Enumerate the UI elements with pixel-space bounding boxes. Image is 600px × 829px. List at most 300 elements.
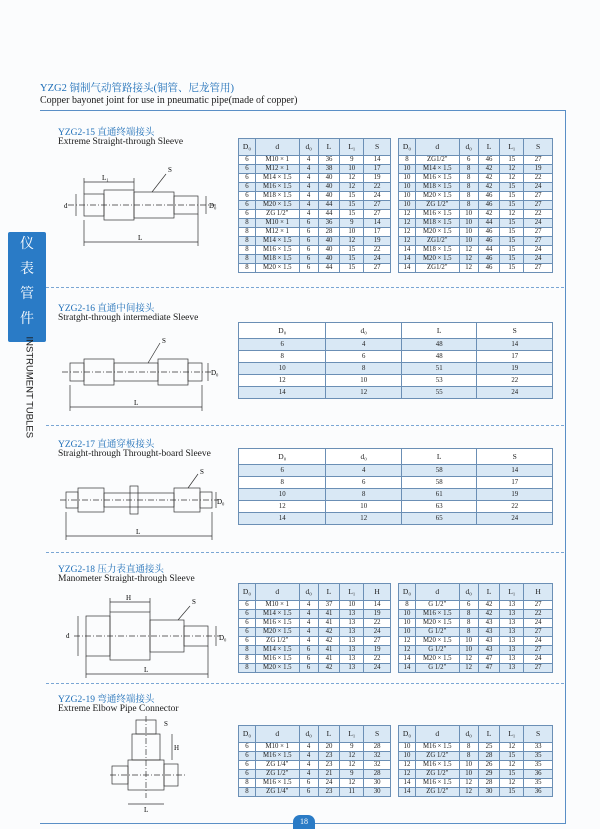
section-title-en: Stratght-through intermediate Sleeve bbox=[58, 313, 199, 323]
table-cell: 4 bbox=[326, 465, 402, 477]
table-cell: 4 bbox=[299, 201, 318, 210]
table-cell: 6 bbox=[239, 465, 326, 477]
table-cell: 6 bbox=[239, 174, 256, 183]
column-header: H bbox=[364, 584, 391, 601]
side-tab bbox=[8, 232, 46, 342]
table-cell: 10 bbox=[399, 165, 416, 174]
dim-label-h: H bbox=[126, 594, 132, 602]
table-cell: 10 bbox=[459, 761, 478, 770]
table-cell: ZG 1/4" bbox=[255, 761, 299, 770]
table-cell: 27 bbox=[524, 237, 553, 246]
section-title-cn: YZG2-15 直通终端接头 bbox=[58, 128, 155, 138]
table-cell: M14 × 1.5 bbox=[255, 610, 299, 619]
table-cell: M12 × 1 bbox=[255, 165, 299, 174]
table-cell: 10 bbox=[340, 228, 364, 237]
table-cell: 21 bbox=[318, 770, 340, 779]
table-cell: 47 bbox=[478, 655, 500, 664]
side-char: 管 bbox=[20, 287, 34, 302]
table-cell: 63 bbox=[401, 501, 477, 513]
table-cell: 46 bbox=[478, 156, 500, 165]
column-header: d₀ bbox=[326, 323, 402, 339]
table-cell: 46 bbox=[478, 255, 500, 264]
table-row bbox=[399, 610, 553, 619]
table-cell: 27 bbox=[524, 646, 553, 655]
table-cell: 24 bbox=[364, 255, 391, 264]
side-char: 仪 bbox=[20, 237, 34, 252]
table-header-row bbox=[239, 323, 553, 339]
table-cell: 19 bbox=[364, 646, 391, 655]
table-cell: 8 bbox=[239, 646, 256, 655]
table-cell: 12 bbox=[500, 779, 524, 788]
table-row bbox=[239, 375, 553, 387]
table-cell: 10 bbox=[459, 646, 478, 655]
table-cell: 12 bbox=[340, 183, 364, 192]
column-header: L bbox=[478, 726, 500, 743]
table-cell: 47 bbox=[478, 664, 500, 673]
column-header: D₀ bbox=[399, 584, 416, 601]
table-cell: 12 bbox=[500, 761, 524, 770]
table-cell: 4 bbox=[299, 770, 318, 779]
table-cell: 13 bbox=[500, 601, 524, 610]
table-cell: 6 bbox=[299, 655, 318, 664]
table-row bbox=[239, 174, 391, 183]
table-cell: 43 bbox=[478, 646, 500, 655]
table-cell: 6 bbox=[299, 779, 318, 788]
column-header: H bbox=[524, 584, 553, 601]
table-cell: 10 bbox=[459, 210, 478, 219]
table-row bbox=[239, 628, 391, 637]
table-cell: 8 bbox=[239, 351, 326, 363]
table-cell: 15 bbox=[500, 228, 524, 237]
table-row bbox=[399, 192, 553, 201]
table-cell: 15 bbox=[340, 210, 364, 219]
table-row bbox=[399, 601, 553, 610]
table-cell: 14 bbox=[399, 264, 416, 273]
column-header: L bbox=[478, 139, 500, 156]
table-cell: 65 bbox=[401, 513, 477, 525]
column-header: d₀ bbox=[459, 584, 478, 601]
table-row bbox=[239, 489, 553, 501]
table-cell: 15 bbox=[500, 264, 524, 273]
table-row bbox=[239, 165, 391, 174]
table-cell: 24 bbox=[477, 513, 553, 525]
table-cell: 46 bbox=[478, 228, 500, 237]
table-cell: 61 bbox=[401, 489, 477, 501]
table-cell: 6 bbox=[459, 601, 478, 610]
table-cell: 42 bbox=[478, 210, 500, 219]
table-cell: 12 bbox=[459, 788, 478, 797]
table-cell: 13 bbox=[340, 619, 364, 628]
column-header: L bbox=[318, 726, 340, 743]
table-cell: 6 bbox=[239, 156, 256, 165]
table-cell: 12 bbox=[459, 246, 478, 255]
table-cell: M20 × 1.5 bbox=[255, 264, 299, 273]
table-cell: 19 bbox=[364, 174, 391, 183]
table-row bbox=[239, 513, 553, 525]
table-cell: 10 bbox=[399, 201, 416, 210]
table-cell: M20 × 1.5 bbox=[415, 619, 459, 628]
table-cell: 24 bbox=[524, 637, 553, 646]
table-cell: 14 bbox=[239, 513, 326, 525]
table-cell: 32 bbox=[364, 761, 391, 770]
spec-table-16 bbox=[238, 322, 553, 399]
table-cell: 15 bbox=[500, 788, 524, 797]
dim-label-l: L bbox=[144, 666, 149, 674]
table-cell: 13 bbox=[340, 655, 364, 664]
dim-label-h: H bbox=[174, 744, 180, 752]
table-cell: 13 bbox=[500, 646, 524, 655]
table-cell: 6 bbox=[299, 646, 318, 655]
table-row bbox=[399, 761, 553, 770]
table-cell: 12 bbox=[459, 255, 478, 264]
table-cell: M20 × 1.5 bbox=[255, 664, 299, 673]
table-cell: 4 bbox=[326, 339, 402, 351]
table-cell: 4 bbox=[299, 610, 318, 619]
table-cell: M14 × 1.5 bbox=[415, 165, 459, 174]
table-cell: 9 bbox=[340, 770, 364, 779]
table-cell: 8 bbox=[459, 192, 478, 201]
table-cell: 14 bbox=[364, 156, 391, 165]
column-header: L₁ bbox=[500, 726, 524, 743]
table-cell: 8 bbox=[459, 619, 478, 628]
table-row bbox=[239, 339, 553, 351]
table-cell: 6 bbox=[239, 201, 256, 210]
spec-table-18-right bbox=[398, 583, 553, 673]
dim-label-l: L bbox=[138, 234, 143, 242]
table-cell: 12 bbox=[459, 779, 478, 788]
table-cell: 15 bbox=[500, 770, 524, 779]
table-cell: 42 bbox=[478, 610, 500, 619]
column-header: d bbox=[255, 139, 299, 156]
column-header: L bbox=[478, 584, 500, 601]
table-cell: 6 bbox=[299, 255, 318, 264]
table-cell: 24 bbox=[524, 246, 553, 255]
dim-label-s: S bbox=[200, 468, 204, 476]
table-cell: 8 bbox=[399, 601, 416, 610]
table-header-row bbox=[239, 726, 391, 743]
table-cell: 19 bbox=[477, 489, 553, 501]
table-cell: ZG 1/2" bbox=[415, 788, 459, 797]
table-cell: 4 bbox=[299, 192, 318, 201]
table-row bbox=[399, 183, 553, 192]
table-cell: 8 bbox=[239, 228, 256, 237]
column-header: D₀ bbox=[399, 139, 416, 156]
table-cell: 44 bbox=[318, 210, 340, 219]
table-cell: 8 bbox=[239, 779, 256, 788]
table-cell: G 1/2" bbox=[415, 664, 459, 673]
table-cell: 15 bbox=[500, 183, 524, 192]
table-row bbox=[399, 219, 553, 228]
table-row bbox=[239, 770, 391, 779]
table-cell: 40 bbox=[318, 246, 340, 255]
table-cell: 15 bbox=[340, 192, 364, 201]
table-cell: 12 bbox=[399, 219, 416, 228]
column-header: d₀ bbox=[326, 449, 402, 465]
table-cell: 28 bbox=[478, 752, 500, 761]
table-row bbox=[399, 655, 553, 664]
table-cell: 12 bbox=[500, 743, 524, 752]
spec-table-15-right bbox=[398, 138, 553, 273]
table-cell: 13 bbox=[500, 619, 524, 628]
column-header: D₀ bbox=[239, 584, 256, 601]
column-header: S bbox=[477, 323, 553, 339]
table-cell: 6 bbox=[239, 183, 256, 192]
table-row bbox=[239, 610, 391, 619]
table-cell: 12 bbox=[340, 779, 364, 788]
table-cell: 14 bbox=[399, 779, 416, 788]
table-cell: M20 × 1.5 bbox=[255, 201, 299, 210]
table-cell: 8 bbox=[459, 628, 478, 637]
table-cell: 10 bbox=[326, 375, 402, 387]
table-row bbox=[239, 664, 391, 673]
table-cell: M14 × 1.5 bbox=[255, 174, 299, 183]
table-cell: 6 bbox=[459, 156, 478, 165]
table-cell: M20 × 1.5 bbox=[255, 628, 299, 637]
drawing-straight-sleeve bbox=[56, 160, 226, 250]
dim-label-l: L bbox=[144, 806, 149, 814]
table-cell: 13 bbox=[340, 664, 364, 673]
dim-label-l1: L₁ bbox=[102, 174, 109, 182]
column-header: d₀ bbox=[459, 139, 478, 156]
table-row bbox=[239, 183, 391, 192]
table-cell: 10 bbox=[399, 183, 416, 192]
table-cell: M10 × 1 bbox=[255, 156, 299, 165]
table-cell: 13 bbox=[500, 628, 524, 637]
dim-label-d0: D₀ bbox=[209, 202, 217, 210]
table-row bbox=[399, 174, 553, 183]
table-cell: 8 bbox=[326, 363, 402, 375]
table-cell: 27 bbox=[524, 192, 553, 201]
column-header: D₀ bbox=[239, 139, 256, 156]
table-cell: M10 × 1 bbox=[255, 743, 299, 752]
table-cell: 20 bbox=[318, 743, 340, 752]
table-cell: 17 bbox=[364, 165, 391, 174]
spec-table-15-left bbox=[238, 138, 391, 273]
table-cell: 4 bbox=[299, 183, 318, 192]
table-cell: 24 bbox=[364, 192, 391, 201]
table-cell: 13 bbox=[340, 637, 364, 646]
table-cell: 12 bbox=[399, 770, 416, 779]
table-cell: M20 × 1.5 bbox=[415, 228, 459, 237]
dim-label-s: S bbox=[168, 166, 172, 174]
table-cell: 28 bbox=[478, 779, 500, 788]
table-cell: 10 bbox=[399, 619, 416, 628]
table-cell: 19 bbox=[364, 237, 391, 246]
table-row bbox=[239, 246, 391, 255]
table-row bbox=[399, 156, 553, 165]
table-cell: M20 × 1.5 bbox=[415, 637, 459, 646]
table-cell: 4 bbox=[299, 156, 318, 165]
drawing-manometer-sleeve bbox=[60, 590, 230, 680]
table-row bbox=[239, 779, 391, 788]
table-cell: 44 bbox=[318, 201, 340, 210]
table-cell: 12 bbox=[340, 761, 364, 770]
table-cell: 8 bbox=[239, 655, 256, 664]
table-cell: 10 bbox=[340, 165, 364, 174]
table-cell: 12 bbox=[326, 513, 402, 525]
table-cell: 22 bbox=[364, 183, 391, 192]
table-cell: 40 bbox=[318, 255, 340, 264]
table-row bbox=[399, 619, 553, 628]
table-cell: M20 × 1.5 bbox=[415, 192, 459, 201]
drawing-throughboard-sleeve bbox=[56, 466, 226, 546]
table-cell: 25 bbox=[478, 743, 500, 752]
table-cell: 10 bbox=[459, 770, 478, 779]
table-cell: ZG 1/2" bbox=[415, 201, 459, 210]
table-cell: 8 bbox=[239, 246, 256, 255]
table-cell: 44 bbox=[478, 246, 500, 255]
table-cell: 41 bbox=[318, 619, 340, 628]
column-header: D₀ bbox=[239, 449, 326, 465]
table-cell: ZG 1/4" bbox=[255, 788, 299, 797]
table-cell: 10 bbox=[239, 489, 326, 501]
table-cell: 13 bbox=[340, 610, 364, 619]
spec-table-19-left bbox=[238, 725, 391, 797]
table-header-row bbox=[239, 449, 553, 465]
table-row bbox=[399, 237, 553, 246]
table-cell: 8 bbox=[239, 264, 256, 273]
dim-label-d: d bbox=[64, 202, 68, 210]
table-cell: ZG 1/2" bbox=[255, 770, 299, 779]
table-row bbox=[239, 351, 553, 363]
table-cell: 40 bbox=[318, 174, 340, 183]
table-cell: ZG1/2" bbox=[415, 156, 459, 165]
column-header: d bbox=[255, 726, 299, 743]
table-cell: 22 bbox=[477, 501, 553, 513]
table-cell: 48 bbox=[401, 339, 477, 351]
table-cell: 41 bbox=[318, 646, 340, 655]
table-cell: 27 bbox=[524, 156, 553, 165]
table-cell: 6 bbox=[239, 743, 256, 752]
table-cell: 40 bbox=[318, 237, 340, 246]
table-cell: 41 bbox=[318, 655, 340, 664]
table-cell: 6 bbox=[239, 192, 256, 201]
table-row bbox=[239, 619, 391, 628]
table-cell: 15 bbox=[340, 201, 364, 210]
table-row bbox=[239, 255, 391, 264]
table-cell: 9 bbox=[340, 156, 364, 165]
table-cell: 10 bbox=[239, 363, 326, 375]
table-row bbox=[239, 264, 391, 273]
table-cell: 27 bbox=[524, 264, 553, 273]
table-cell: 12 bbox=[399, 237, 416, 246]
table-cell: 58 bbox=[401, 477, 477, 489]
table-cell: 14 bbox=[364, 601, 391, 610]
table-cell: 12 bbox=[500, 174, 524, 183]
table-cell: 42 bbox=[318, 628, 340, 637]
table-cell: 12 bbox=[459, 664, 478, 673]
table-cell: M16 × 1.5 bbox=[255, 779, 299, 788]
table-cell: 15 bbox=[340, 246, 364, 255]
table-cell: M12 × 1 bbox=[255, 228, 299, 237]
drawing-elbow-connector bbox=[110, 714, 210, 814]
table-cell: 13 bbox=[500, 637, 524, 646]
table-cell: 14 bbox=[239, 387, 326, 399]
table-cell: 43 bbox=[478, 637, 500, 646]
table-cell: 15 bbox=[500, 201, 524, 210]
table-cell: 6 bbox=[239, 210, 256, 219]
table-cell: 46 bbox=[478, 201, 500, 210]
section-title-cn: YZG2-18 压力表直通接头 bbox=[58, 565, 164, 575]
page-title-cn: YZG2 铜制气动管路接头(铜管、尼龙管用) bbox=[40, 83, 234, 94]
table-cell: 4 bbox=[299, 210, 318, 219]
table-cell: 46 bbox=[478, 237, 500, 246]
side-char: 件 bbox=[20, 312, 34, 327]
table-cell: 10 bbox=[399, 743, 416, 752]
table-cell: 17 bbox=[477, 477, 553, 489]
table-cell: G 1/2" bbox=[415, 601, 459, 610]
column-header: d bbox=[415, 139, 459, 156]
table-cell: 10 bbox=[459, 228, 478, 237]
dim-label-d0: D₀ bbox=[211, 369, 219, 377]
drawing-intermediate-sleeve bbox=[56, 335, 226, 415]
table-cell: 14 bbox=[477, 339, 553, 351]
table-cell: 6 bbox=[299, 246, 318, 255]
table-cell: 46 bbox=[478, 192, 500, 201]
table-cell: 30 bbox=[478, 788, 500, 797]
table-cell: 4 bbox=[299, 601, 318, 610]
table-cell: 15 bbox=[500, 192, 524, 201]
column-header: L₁ bbox=[500, 584, 524, 601]
table-cell: 8 bbox=[459, 610, 478, 619]
table-cell: 24 bbox=[524, 219, 553, 228]
column-header: L bbox=[318, 139, 340, 156]
column-header: L₁ bbox=[340, 139, 364, 156]
table-cell: 27 bbox=[364, 210, 391, 219]
table-cell: 42 bbox=[318, 637, 340, 646]
table-cell: 14 bbox=[399, 255, 416, 264]
table-cell: 11 bbox=[340, 788, 364, 797]
table-cell: 24 bbox=[477, 387, 553, 399]
table-row bbox=[399, 779, 553, 788]
table-cell: 19 bbox=[524, 165, 553, 174]
table-cell: 12 bbox=[326, 387, 402, 399]
table-cell: 8 bbox=[459, 174, 478, 183]
spec-table-17 bbox=[238, 448, 553, 525]
table-cell: 6 bbox=[239, 752, 256, 761]
table-cell: 12 bbox=[340, 174, 364, 183]
table-cell: 38 bbox=[318, 165, 340, 174]
table-cell: 10 bbox=[459, 237, 478, 246]
table-cell: 10 bbox=[399, 174, 416, 183]
table-cell: 27 bbox=[364, 264, 391, 273]
section-divider bbox=[46, 425, 564, 426]
table-cell: 6 bbox=[239, 637, 256, 646]
column-header: S bbox=[364, 726, 391, 743]
table-cell: 8 bbox=[239, 219, 256, 228]
table-cell: 24 bbox=[524, 655, 553, 664]
table-cell: 33 bbox=[524, 743, 553, 752]
table-cell: 9 bbox=[340, 219, 364, 228]
table-cell: M16 × 1.5 bbox=[255, 752, 299, 761]
section-title-cn: YZG2-17 直通穿板接头 bbox=[58, 440, 155, 450]
column-header: d bbox=[415, 584, 459, 601]
table-cell: 30 bbox=[364, 779, 391, 788]
table-cell: M16 × 1.5 bbox=[255, 183, 299, 192]
table-row bbox=[399, 788, 553, 797]
table-cell: 35 bbox=[524, 779, 553, 788]
column-header: d₀ bbox=[459, 726, 478, 743]
table-cell: 12 bbox=[399, 761, 416, 770]
table-cell: 12 bbox=[239, 501, 326, 513]
table-cell: 23 bbox=[318, 788, 340, 797]
table-cell: 10 bbox=[399, 752, 416, 761]
table-row bbox=[239, 192, 391, 201]
table-cell: 10 bbox=[399, 192, 416, 201]
table-cell: 23 bbox=[318, 752, 340, 761]
table-row bbox=[399, 637, 553, 646]
table-cell: 44 bbox=[318, 264, 340, 273]
